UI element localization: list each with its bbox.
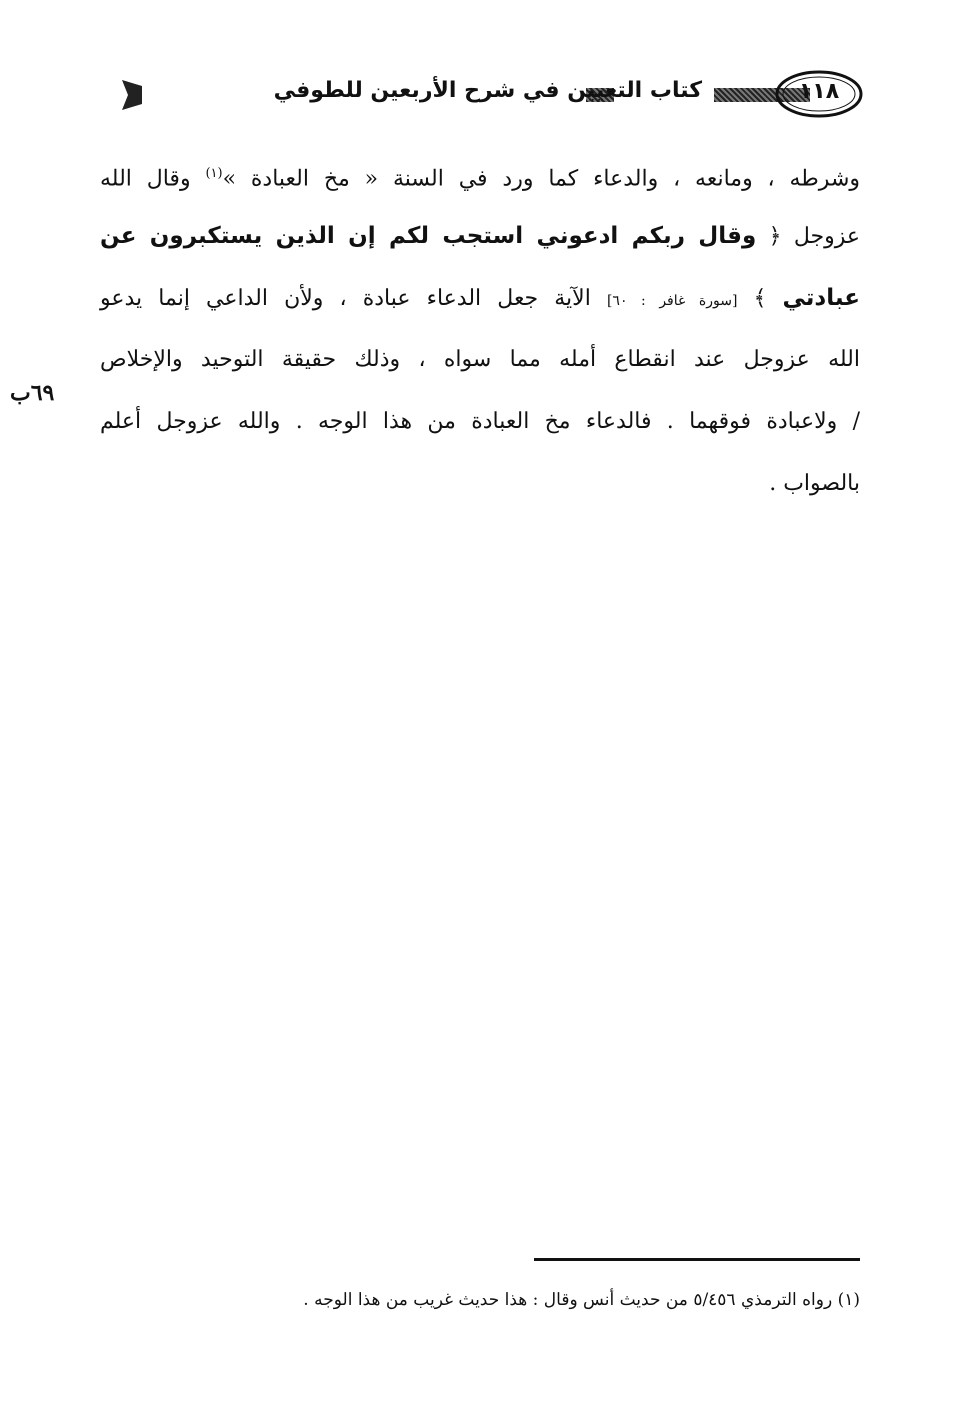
footnote-ref: (١) bbox=[205, 166, 223, 181]
page-number: ١١٨ bbox=[798, 79, 840, 104]
text-span: / ولاعبادة فوقهما . فالدعاء مخ العبادة من هذا الوجه . والله عزوجل أعلم bbox=[100, 409, 860, 434]
text-line bbox=[100, 398, 860, 460]
manuscript-folio-note: ٦٩ب bbox=[10, 380, 55, 406]
text-span: وشرطه ، ومانعه ، والدعاء كما ورد في السنة « مخ العبادة » bbox=[222, 166, 860, 192]
text-span: بالصواب . bbox=[769, 471, 860, 496]
text-line bbox=[100, 274, 860, 336]
page-number-badge bbox=[774, 68, 864, 120]
quran-verse: عبادتي bbox=[782, 285, 860, 311]
page-header bbox=[92, 64, 864, 126]
text-line bbox=[100, 460, 860, 522]
body-text bbox=[100, 150, 860, 522]
text-span: الآية جعل الدعاء عبادة ، ولأن الداعي إنما يدعو bbox=[100, 286, 607, 311]
ornament-icon bbox=[122, 80, 142, 110]
verse-citation: [سورة غافر : ٦٠] bbox=[606, 293, 738, 309]
text-span: عزوجل ﴿ bbox=[756, 224, 860, 249]
footnote-separator bbox=[534, 1258, 860, 1261]
text-line bbox=[100, 336, 860, 398]
book-title: كتاب التعيين في شرح الأربعين للطوفي bbox=[273, 78, 702, 103]
quran-verse: وقال ربكم ادعوني استجب لكم إن الذين يستكبرون عن bbox=[100, 223, 757, 249]
text-line bbox=[100, 212, 860, 274]
footnote: (١) رواه الترمذي ٥/٤٥٦ من حديث أنس وقال : هذا حديث غريب من هذا الوجه . bbox=[303, 1290, 860, 1310]
text-span: ﴾ bbox=[737, 286, 783, 311]
text-span: الله عزوجل عند انقطاع أمله مما سواه ، وذلك حقيقة التوحيد والإخلاص bbox=[100, 347, 860, 372]
text-span: وقال الله bbox=[100, 166, 206, 192]
text-line bbox=[100, 150, 860, 212]
